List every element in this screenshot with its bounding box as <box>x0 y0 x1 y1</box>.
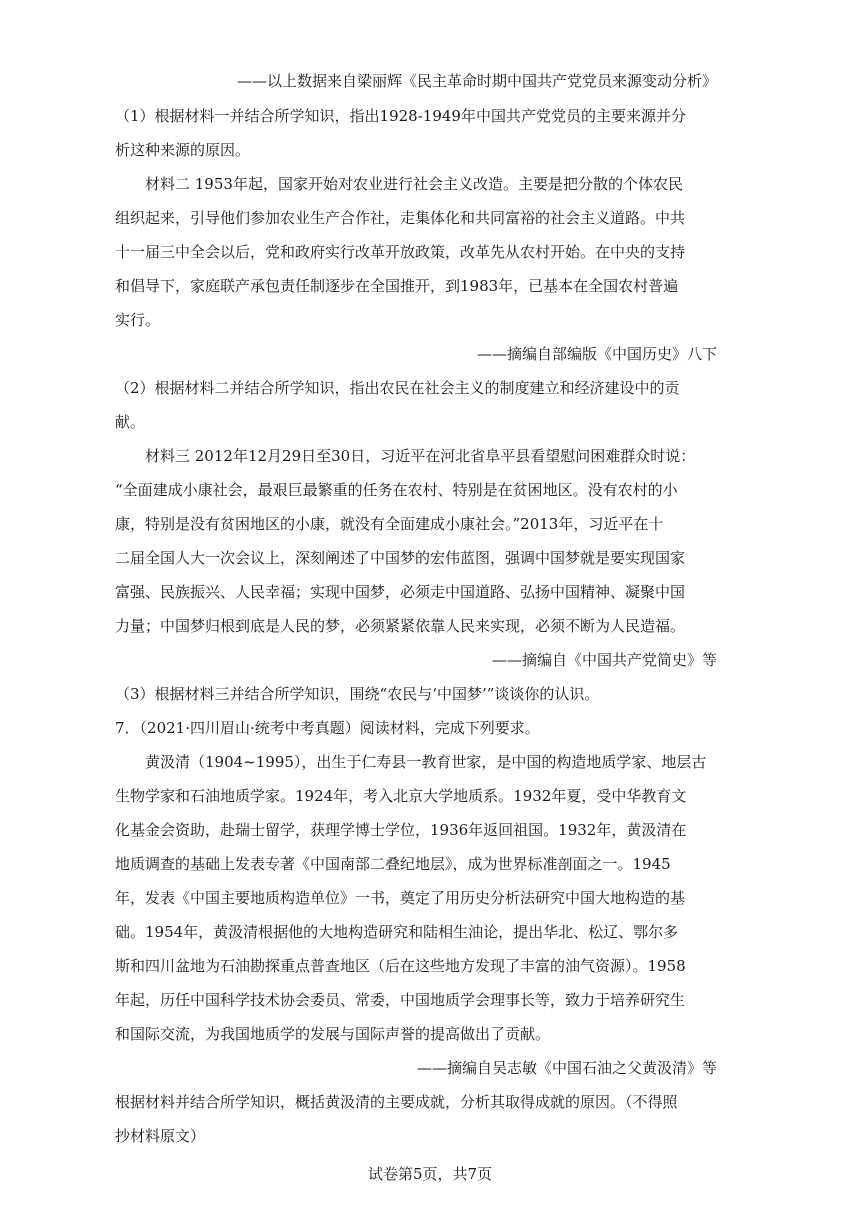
material-huang-line: 地质调查的基础上发表专著《中国南部二叠纪地层》，成为世界标准剖面之一。1945 <box>115 855 671 873</box>
material-2-line: 和倡导下，家庭联产承包责任制逐步在全国推开，到1983年，已基本在全国农村普遍 <box>115 277 679 295</box>
material-2-line: 组织起来，引导他们参加农业生产合作社，走集体化和共同富裕的社会主义道路。中共 <box>115 209 686 227</box>
material-huang-line: 斯和四川盆地为石油勘探重点普查地区（后在这些地方发现了丰富的油气资源）。1958 <box>115 957 686 975</box>
material-2-line: 实行。 <box>115 311 161 329</box>
question-1-text-cont: 析这种来源的原因。 <box>115 141 251 159</box>
source-citation-3: ——摘编自《中国共产党简史》等 <box>491 651 717 669</box>
material-2-paragraph: 材料二 1953年起，国家开始对农业进行社会主义改造。主要是把分散的个体农民 <box>145 175 683 193</box>
material-huang-line: 础。1954年，黄汲清根据他的大地构造研究和陆相生油论，提出华北、松辽、鄂尔多 <box>115 923 679 941</box>
question-2-text: （2）根据材料二并结合所学知识，指出农民在社会主义的制度建立和经济建设中的贡 <box>115 379 680 397</box>
question-3-text: （3）根据材料三并结合所学知识，围绕“农民与‘中国梦’”谈谈你的认识。 <box>115 685 600 703</box>
material-huang-line: 生物学家和石油地质学家。1924年，考入北京大学地质系。1932年夏，受中华教育文 <box>115 787 687 805</box>
material-3-line: “全面建成小康社会，最艰巨最繁重的任务在农村、特别是在贫困地区。没有农村的小 <box>115 481 678 499</box>
material-huang-line: 化基金会资助，赴瑞士留学，获理学博士学位，1936年返回祖国。1932年，黄汲清在 <box>115 821 687 839</box>
material-3-line: 二届全国人大一次会议上，深刻阐述了中国梦的宏伟蓝图，强调中国梦就是要实现国家 <box>115 549 686 567</box>
question-7-heading: 7．（2021·四川眉山·统考中考真题）阅读材料，完成下列要求。 <box>115 719 540 737</box>
question-7-task: 根据材料并结合所学知识，概括黄汲清的主要成就，分析其取得成就的原因。（不得照 <box>115 1093 678 1111</box>
source-citation-2: ——摘编自部编版《中国历史》八下 <box>476 345 717 363</box>
question-1-text: （1）根据材料一并结合所学知识，指出1928-1949年中国共产党党员的主要来源并分 <box>115 107 686 125</box>
material-huang-line: 和国际交流，为我国地质学的发展与国际声誉的提高做出了贡献。 <box>115 1025 551 1043</box>
material-3-line: 力量；中国梦归根到底是人民的梦，必须紧紧依靠人民来实现，必须不断为人民造福。 <box>115 617 686 635</box>
page-footer: 试卷第5页，共7页 <box>367 1165 493 1183</box>
material-3-paragraph: 材料三 2012年12月29日至30日，习近平在河北省阜平县看望慰问困难群众时说： <box>145 447 696 465</box>
material-huang-line: 年，发表《中国主要地质构造单位》一书，奠定了用历史分析法研究中国大地构造的基 <box>115 889 686 907</box>
material-2-line: 十一届三中全会以后，党和政府实行改革开放政策，改革先从农村开始。在中央的支持 <box>115 243 686 261</box>
material-huang-line: 年起，历任中国科学技术协会委员、常委，中国地质学会理事长等，致力于培养研究生 <box>115 991 686 1009</box>
material-3-line: 富强、民族振兴、人民幸福；实现中国梦，必须走中国道路、弘扬中国精神、凝聚中国 <box>115 583 686 601</box>
material-3-line: 康，特别是没有贫困地区的小康，就没有全面建成小康社会。”2013年，习近平在十 <box>115 515 664 533</box>
source-citation-1: ——以上数据来自梁丽辉《民主革命时期中国共产党党员来源变动分析》 <box>236 72 717 90</box>
material-huang-paragraph: 黄汲清（1904~1995），出生于仁寿县一教育世家，是中国的构造地质学家、地层古 <box>145 753 707 771</box>
question-2-text-cont: 献。 <box>115 413 146 431</box>
source-citation-4: ——摘编自吴志敏《中国石油之父黄汲清》等 <box>416 1059 717 1077</box>
question-7-task-cont: 抄材料原文） <box>115 1127 206 1145</box>
